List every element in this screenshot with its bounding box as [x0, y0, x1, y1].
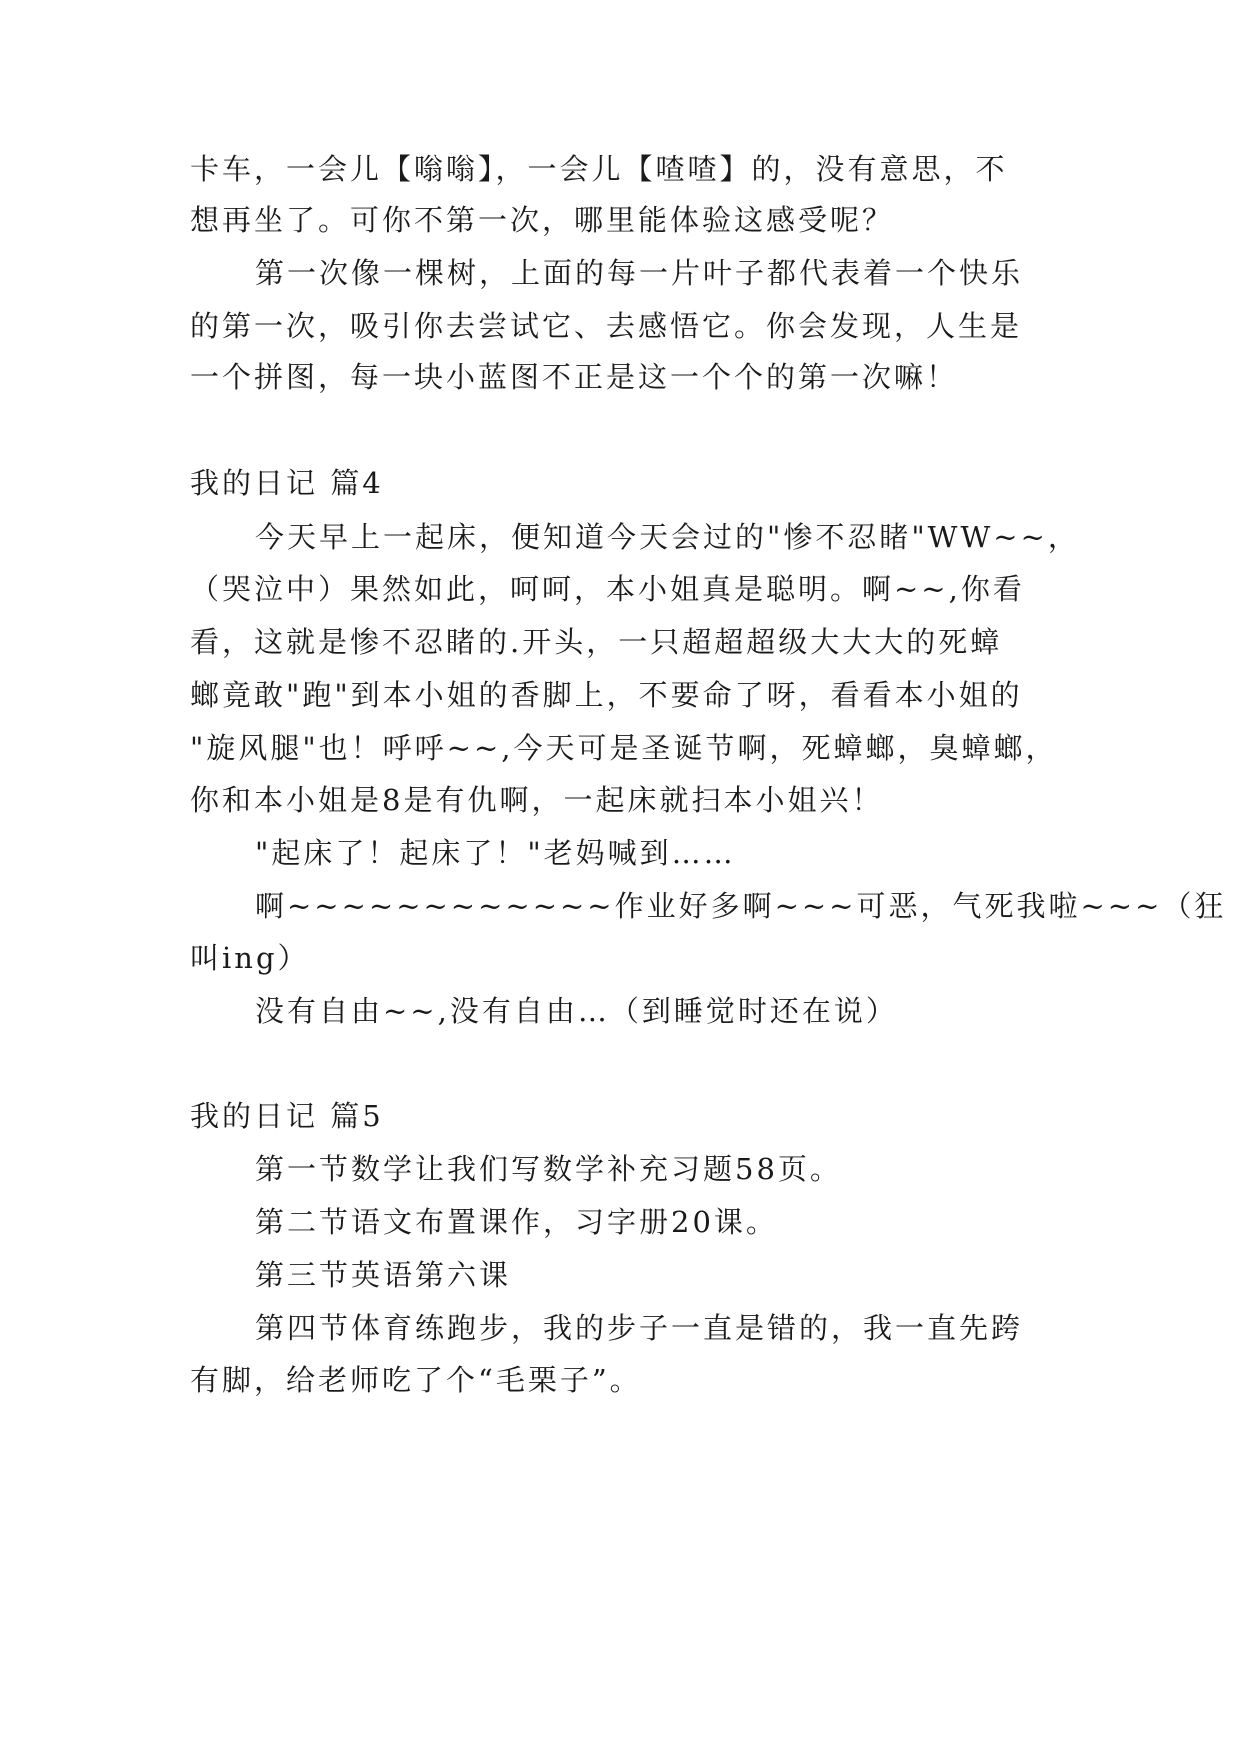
paragraph-line: 第四节体育练跑步，我的步子一直是错的，我一直先跨 [255, 1311, 1024, 1345]
paragraph-line: 啊~~~~~~~~~~~~作业好多啊~~~可恶，气死我啦~~~（狂 [255, 889, 1227, 923]
paragraph-line: 螂竟敢"跑"到本小姐的香脚上，不要命了呀，看看本小姐的 [190, 678, 1023, 712]
paragraph-line: 有脚，给老师吃了个“毛栗子”。 [190, 1363, 642, 1397]
paragraph-line: 你和本小姐是8是有仇啊，一起床就扫本小姐兴！ [190, 783, 884, 817]
paragraph-line: 一个拼图，每一块小蓝图不正是这一个个的第一次嘛！ [190, 360, 959, 394]
paragraph-line: 想再坐了。可你不第一次，哪里能体验这感受呢？ [190, 203, 895, 237]
section-heading: 我的日记 篇4 [190, 466, 384, 500]
paragraph-line: 今天早上一起床，便知道今天会过的"惨不忍睹"WW~~， [255, 520, 1080, 554]
paragraph-line: 看，这就是惨不忍睹的.开头，一只超超超级大大大的死蟑 [190, 625, 1003, 659]
paragraph-line: 第一节数学让我们写数学补充习题58页。 [255, 1152, 842, 1186]
paragraph-line: 第二节语文布置课作，习字册20课。 [255, 1205, 778, 1239]
paragraph-line: 卡车，一会儿【嗡嗡】，一会儿【喳喳】的，没有意思，不 [190, 152, 1008, 186]
section-heading: 我的日记 篇5 [190, 1099, 384, 1133]
paragraph-line: "旋风腿"也！呼呼~~,今天可是圣诞节啊，死蟑螂，臭蟑螂， [190, 731, 1058, 765]
paragraph-line: 叫ing） [190, 941, 310, 975]
paragraph-line: 第一次像一棵树，上面的每一片叶子都代表着一个快乐 [255, 256, 1024, 290]
paragraph-line: "起床了！起床了！"老妈喊到…… [255, 836, 736, 870]
paragraph-line: 没有自由~~,没有自由…（到睡觉时还在说） [255, 994, 898, 1028]
paragraph-line: （哭泣中）果然如此，呵呵，本小姐真是聪明。啊~~,你看 [190, 572, 1025, 606]
paragraph-line: 的第一次，吸引你去尝试它、去感悟它。你会发现，人生是 [190, 309, 1023, 343]
paragraph-line: 第三节英语第六课 [255, 1258, 512, 1292]
